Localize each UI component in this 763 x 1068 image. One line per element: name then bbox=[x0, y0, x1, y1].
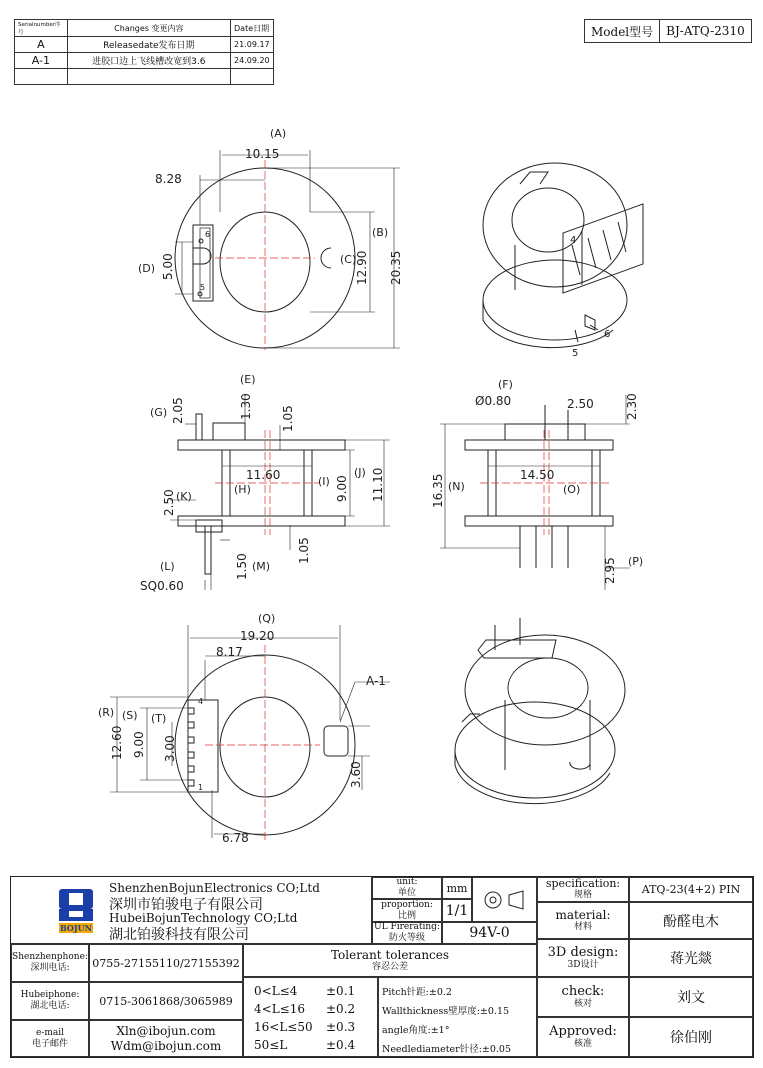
unit-value: mm bbox=[442, 877, 472, 899]
dim-P: (P) bbox=[628, 555, 644, 568]
dim-S: (S) bbox=[122, 709, 138, 722]
check-label bbox=[537, 977, 629, 1017]
dim-12-60: 12.60 bbox=[110, 725, 124, 760]
dim-J: (J) bbox=[354, 466, 366, 479]
rev-serial: A bbox=[15, 37, 68, 53]
iso-view-2 bbox=[455, 618, 625, 804]
sz-label-cn: 深圳电话: bbox=[30, 963, 70, 973]
pin-4-bottom: 4 bbox=[198, 697, 204, 706]
logo-text: BOJUN bbox=[60, 923, 92, 933]
proportion-value: 1/1 bbox=[442, 899, 472, 922]
company-name-en-2: HubeiBojunTechnology CO;Ltd bbox=[109, 911, 298, 925]
unit-label-cn: 单位 bbox=[397, 888, 416, 898]
iso-pin-6: 6 bbox=[604, 329, 611, 340]
tolerance-title-en: Tolerant tolerances bbox=[330, 947, 450, 962]
email-2: Wdm@ibojun.com bbox=[110, 1038, 222, 1053]
dim-dia-0-80: Ø0.80 bbox=[475, 394, 512, 408]
hb-label-cn: 湖北电话: bbox=[30, 1001, 70, 1011]
rev-change: Releasedate发布日期 bbox=[67, 37, 230, 53]
dim-O: (O) bbox=[563, 483, 581, 496]
rev-date: 24.09.20 bbox=[231, 53, 274, 69]
top-view bbox=[175, 150, 400, 350]
check-label-cn: 核对 bbox=[573, 999, 592, 1009]
tol-note: angle角度:±1° bbox=[382, 1025, 450, 1036]
approved-value: 徐伯刚 bbox=[629, 1017, 753, 1057]
dim-12-90: 12.90 bbox=[355, 250, 369, 285]
dim-11-60: 11.60 bbox=[246, 468, 281, 482]
dim-sq-0-60: SQ0.60 bbox=[140, 579, 184, 593]
tol-range: 0<L≤4 bbox=[254, 984, 298, 998]
email-1: Xln@ibojun.com bbox=[116, 1023, 216, 1038]
dim-11-10: 11.10 bbox=[371, 467, 385, 502]
tol-value: ±0.4 bbox=[326, 1038, 356, 1052]
model-value: BJ-ATQ-2310 bbox=[660, 20, 752, 43]
iso-view-1 bbox=[483, 163, 643, 348]
company-cell bbox=[11, 877, 372, 944]
material-label-cn: 材料 bbox=[573, 922, 592, 932]
sz-phone-value: 0755-27155110/27155392 bbox=[89, 944, 243, 982]
proportion-label-cn: 比例 bbox=[397, 910, 416, 921]
rev-header-date: Date日期 bbox=[231, 20, 274, 37]
tol-note: Needlediameter针径:±0.05 bbox=[382, 1044, 512, 1055]
dim-1-05-top: 1.05 bbox=[281, 405, 295, 432]
hb-phone-label bbox=[11, 982, 89, 1020]
title-block bbox=[10, 876, 754, 1058]
dim-1-50: 1.50 bbox=[235, 553, 249, 580]
pin-6-label: 6 bbox=[205, 230, 211, 239]
sz-phone-label bbox=[11, 944, 89, 982]
dim-1-05-bottom: 1.05 bbox=[297, 537, 311, 564]
ul-value: 94V-0 bbox=[442, 922, 537, 944]
dim-9-00: 9.00 bbox=[335, 475, 349, 502]
dim-19-20: 19.20 bbox=[240, 629, 275, 643]
design-value: 蒋光燚 bbox=[629, 939, 753, 977]
dim-F: (F) bbox=[498, 378, 513, 391]
rev-date: 21.09.17 bbox=[231, 37, 274, 53]
dim-20-35: 20.35 bbox=[389, 250, 403, 285]
dim-2-95: 2.95 bbox=[603, 557, 617, 584]
tol-value: ±0.3 bbox=[326, 1020, 356, 1034]
dim-B: (B) bbox=[372, 226, 389, 239]
dim-D: (D) bbox=[138, 262, 156, 275]
spec-label-en: specification: bbox=[545, 877, 621, 890]
tol-range: 16<L≤50 bbox=[254, 1020, 313, 1034]
rev-header-serial: Serialnumber序号 bbox=[15, 20, 68, 37]
proportion-label bbox=[372, 899, 442, 922]
dim-K: (K) bbox=[176, 490, 192, 503]
dim-2-50-right: 2.50 bbox=[567, 397, 594, 411]
dim-14-50: 14.50 bbox=[520, 468, 555, 482]
dim-2-05: 2.05 bbox=[171, 397, 185, 424]
dim-5-00: 5.00 bbox=[161, 253, 175, 280]
approved-label-cn: 核准 bbox=[573, 1039, 592, 1049]
sz-label-en: Shenzhenphone: bbox=[12, 952, 88, 962]
side-view-2 bbox=[440, 395, 630, 590]
tol-range: 4<L≤16 bbox=[254, 1002, 305, 1016]
approved-label bbox=[537, 1017, 629, 1057]
spec-label bbox=[537, 877, 629, 902]
hb-phone-value: 0715-3061868/3065989 bbox=[89, 982, 243, 1020]
rev-change: 进胶口边上飞线槽改宽到3.6 bbox=[67, 53, 230, 69]
dim-C: (C) bbox=[340, 253, 357, 266]
dim-I: (I) bbox=[318, 475, 330, 488]
design-label-en: 3D design: bbox=[547, 945, 619, 960]
tol-note: Wallthickness壁厚度:±0.15 bbox=[382, 1006, 510, 1017]
iso-pin-4: 4 bbox=[570, 235, 577, 246]
dim-16-35: 16.35 bbox=[431, 473, 445, 508]
dim-G: (G) bbox=[150, 406, 168, 419]
dim-6-78: 6.78 bbox=[222, 831, 249, 845]
spec-label-cn: 规格 bbox=[573, 890, 592, 900]
dim-8-17: 8.17 bbox=[216, 645, 243, 659]
bojun-logo bbox=[57, 887, 95, 935]
material-label-en: material: bbox=[555, 908, 611, 922]
company-name-en-1: ShenzhenBojunElectronics CO;Ltd bbox=[109, 881, 320, 895]
dim-H: (H) bbox=[234, 483, 251, 496]
ul-label-en: UL Firerating: bbox=[374, 922, 440, 932]
unit-label-en: unit: bbox=[396, 877, 418, 887]
dim-8-28: 8.28 bbox=[155, 172, 182, 186]
material-value: 酚醛电木 bbox=[629, 902, 753, 939]
tol-range: 50≤L bbox=[254, 1038, 288, 1052]
dim-2-30: 2.30 bbox=[625, 393, 639, 420]
tolerance-title-cn: 容忍公差 bbox=[371, 961, 408, 972]
pin-5-label: 5 bbox=[200, 283, 206, 292]
tolerance-ranges bbox=[243, 977, 378, 1057]
model-label: Model型号 bbox=[585, 20, 660, 43]
dim-N: (N) bbox=[448, 480, 465, 493]
approved-label-en: Approved: bbox=[549, 1024, 617, 1039]
ul-label bbox=[372, 922, 442, 944]
unit-label bbox=[372, 877, 442, 899]
design-label bbox=[537, 939, 629, 977]
tol-value: ±0.1 bbox=[326, 984, 356, 998]
hb-label-en: Hubeiphone: bbox=[20, 990, 80, 1000]
design-label-cn: 3D设计 bbox=[567, 960, 599, 970]
dim-A: (A) bbox=[270, 127, 287, 140]
dim-R: (R) bbox=[98, 706, 115, 719]
dim-9-00-b: 9.00 bbox=[132, 731, 146, 758]
tol-note: Pitch针距:±0.2 bbox=[382, 987, 452, 998]
proportion-label-en: proportion: bbox=[381, 899, 433, 910]
dim-M: (M) bbox=[252, 560, 271, 573]
side-view-1 bbox=[170, 395, 390, 590]
material-label bbox=[537, 902, 629, 939]
email-label-en: e-mail bbox=[35, 1027, 65, 1038]
tolerance-title bbox=[243, 944, 537, 977]
dim-1-30: 1.30 bbox=[239, 393, 253, 420]
check-value: 刘文 bbox=[629, 977, 753, 1017]
spec-value: ATQ-23(4+2) PIN bbox=[629, 877, 753, 902]
email-values bbox=[89, 1020, 243, 1057]
email-label-cn: 电子邮件 bbox=[31, 1038, 68, 1049]
dim-T: (T) bbox=[151, 712, 167, 725]
rev-serial: A-1 bbox=[15, 53, 68, 69]
annotation-A-1: A-1 bbox=[366, 674, 386, 688]
dim-E: (E) bbox=[240, 373, 256, 386]
dim-3-00: 3.00 bbox=[163, 735, 177, 762]
dim-Q: (Q) bbox=[258, 612, 276, 625]
dim-3-60: 3.60 bbox=[349, 761, 363, 788]
projection-symbol bbox=[472, 877, 537, 922]
pin-1-bottom: 1 bbox=[198, 783, 204, 792]
dim-10-15: 10.15 bbox=[245, 147, 280, 161]
iso-pin-5: 5 bbox=[572, 348, 579, 359]
bottom-view bbox=[110, 625, 390, 840]
dim-L: (L) bbox=[160, 560, 175, 573]
check-label-en: check: bbox=[561, 984, 605, 999]
email-label bbox=[11, 1020, 89, 1057]
rev-header-change: Changes 变更内容 bbox=[67, 20, 230, 37]
company-name-cn-2: 湖北铂骏科技有限公司 bbox=[109, 927, 249, 943]
tol-value: ±0.2 bbox=[326, 1002, 356, 1016]
ul-label-cn: 防火等级 bbox=[388, 933, 425, 943]
tolerance-notes bbox=[378, 977, 537, 1057]
company-name-cn-1: 深圳市铂骏电子有限公司 bbox=[109, 897, 263, 913]
dim-2-50-left: 2.50 bbox=[162, 489, 176, 516]
